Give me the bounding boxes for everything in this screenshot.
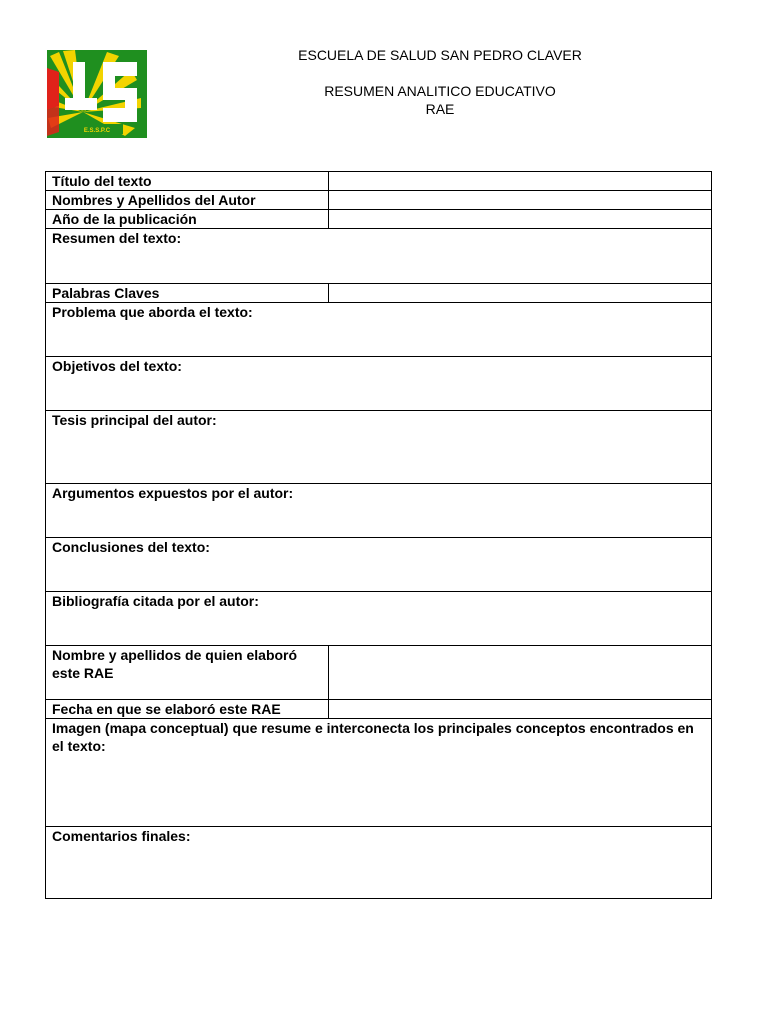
label-titulo: Título del texto bbox=[46, 172, 329, 191]
label-conclusiones[interactable]: Conclusiones del texto: bbox=[46, 538, 712, 592]
logo-text: E.S.S.P.C bbox=[83, 128, 111, 134]
field-autor[interactable] bbox=[329, 191, 712, 210]
row-problema bbox=[46, 303, 712, 357]
label-argumentos[interactable]: Argumentos expuestos por el autor: bbox=[46, 484, 712, 538]
row-tesis bbox=[46, 411, 712, 484]
row-comentarios bbox=[46, 827, 712, 899]
row-resumen bbox=[46, 229, 712, 284]
label-elaboro: Nombre y apellidos de quien elaboró este RAE bbox=[46, 646, 329, 700]
label-bibliografia[interactable]: Bibliografía citada por el autor: bbox=[46, 592, 712, 646]
row-bibliografia bbox=[46, 592, 712, 646]
school-logo bbox=[45, 48, 149, 140]
label-fecha: Fecha en que se elaboró este RAE bbox=[46, 700, 329, 719]
rae-form-table bbox=[45, 171, 712, 899]
field-palabras[interactable] bbox=[329, 284, 712, 303]
row-elaboro bbox=[46, 646, 712, 700]
label-imagen[interactable]: Imagen (mapa conceptual) que resume e interconecta los principales conceptos encontrados en el texto: bbox=[46, 719, 712, 827]
label-tesis[interactable]: Tesis principal del autor: bbox=[46, 411, 712, 484]
row-autor bbox=[46, 191, 712, 210]
label-objetivos[interactable]: Objetivos del texto: bbox=[46, 357, 712, 411]
row-argumentos bbox=[46, 484, 712, 538]
row-conclusiones bbox=[46, 538, 712, 592]
row-palabras bbox=[46, 284, 712, 303]
field-fecha[interactable] bbox=[329, 700, 712, 719]
label-autor: Nombres y Apellidos del Autor bbox=[46, 191, 329, 210]
label-anio: Año de la publicación bbox=[46, 210, 329, 229]
document-code: RAE bbox=[425, 101, 455, 117]
row-titulo bbox=[46, 172, 712, 191]
field-anio[interactable] bbox=[329, 210, 712, 229]
label-resumen[interactable]: Resumen del texto: bbox=[46, 229, 712, 284]
label-palabras: Palabras Claves bbox=[46, 284, 329, 303]
document-title: RESUMEN ANALITICO EDUCATIVO bbox=[324, 83, 556, 99]
row-objetivos bbox=[46, 357, 712, 411]
row-fecha bbox=[46, 700, 712, 719]
label-comentarios[interactable]: Comentarios finales: bbox=[46, 827, 712, 899]
label-problema[interactable]: Problema que aborda el texto: bbox=[46, 303, 712, 357]
field-elaboro[interactable] bbox=[329, 646, 712, 700]
field-titulo[interactable] bbox=[329, 172, 712, 191]
row-imagen bbox=[46, 719, 712, 827]
school-name: ESCUELA DE SALUD SAN PEDRO CLAVER bbox=[298, 47, 582, 63]
row-anio bbox=[46, 210, 712, 229]
